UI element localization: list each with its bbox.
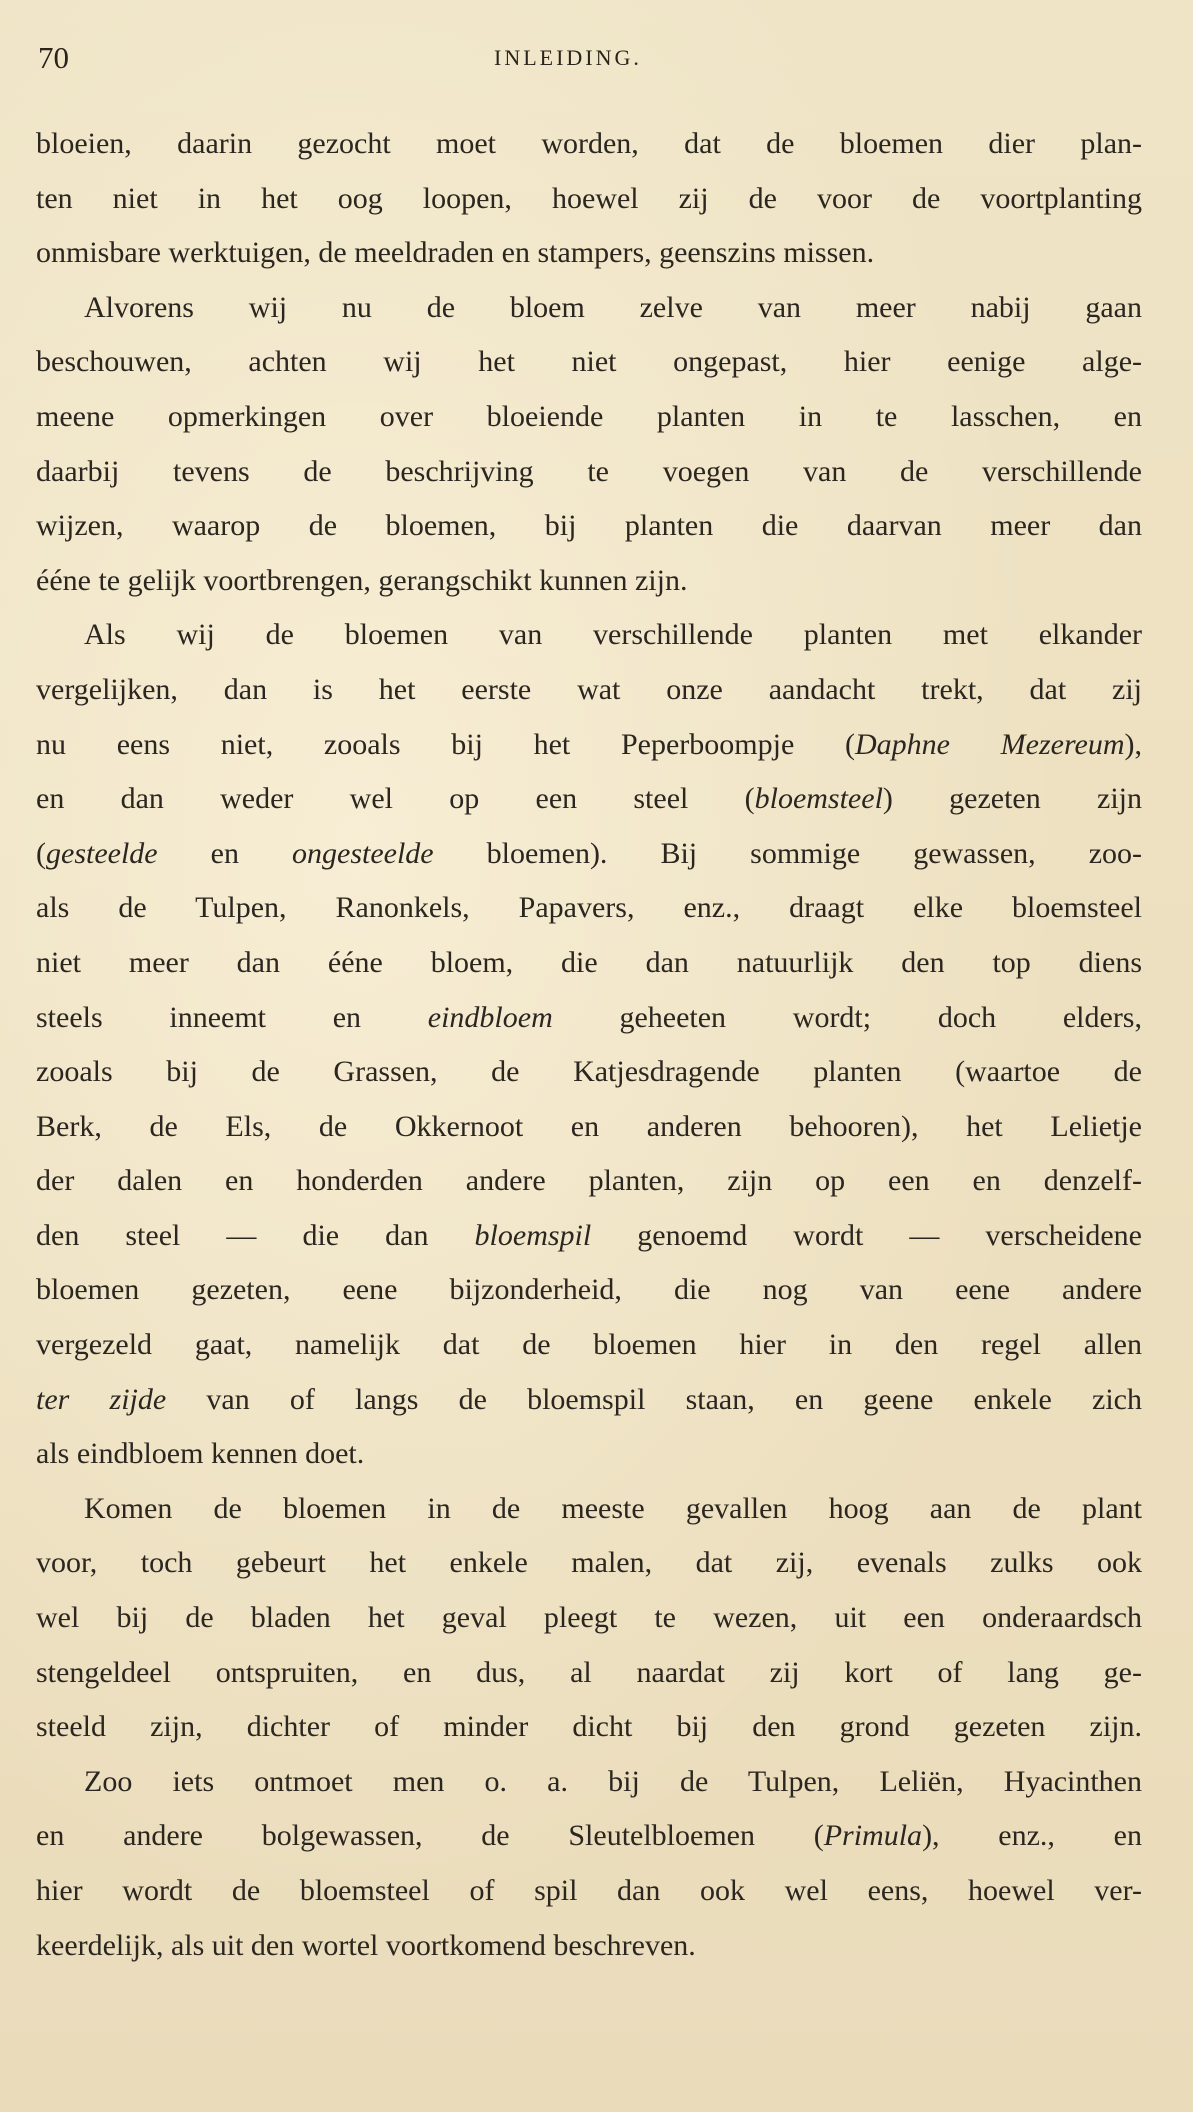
text-line: Als wij de bloemen van verschillende planten met elkander xyxy=(84,618,1142,652)
text-line: Berk, de Els, de Okkernoot en anderen behooren), het Lelietje xyxy=(36,1109,1142,1143)
text-line xyxy=(36,1209,1142,1264)
line-part: en xyxy=(157,836,292,870)
line-part: en andere bolgewassen, de Sleutelbloemen ( xyxy=(36,1819,824,1853)
line-part: ), enz., en xyxy=(922,1819,1142,1853)
text-line: meene opmerkingen over bloeiende planten in te lasschen, en xyxy=(36,399,1142,433)
text-line: onmisbare werktuigen, de meeldraden en stampers, geenszins missen. xyxy=(36,236,875,270)
text-line: vergelijken, dan is het eerste wat onze aandacht trekt, dat zij xyxy=(36,672,1142,706)
text-line: Zoo iets ontmoet men o. a. bij de Tulpen, Leliën, Hyacinthen xyxy=(84,1764,1142,1798)
text-line xyxy=(36,1373,1142,1428)
line-part: ( xyxy=(36,836,46,870)
text-line: daarbij tevens de beschrijving te voegen van de verschillende xyxy=(36,454,1142,488)
text-line: wel bij de bladen het geval pleegt te wezen, uit een onderaardsch xyxy=(36,1601,1142,1635)
text-line xyxy=(36,827,1142,882)
text-line: zooals bij de Grassen, de Katjesdragende planten (waartoe de xyxy=(36,1055,1142,1089)
term-emphasis: eindbloem xyxy=(427,1000,553,1034)
text-line: vergezeld gaat, namelijk dat de bloemen hier in den regel allen xyxy=(36,1328,1142,1362)
term-emphasis: gesteelde xyxy=(46,836,158,870)
text-line: ééne te gelijk voortbrengen, gerangschikt kunnen zijn. xyxy=(36,563,688,597)
line-part: ) gezeten zijn xyxy=(882,782,1142,816)
text-line: hier wordt de bloemsteel of spil dan ook wel eens, hoewel ver- xyxy=(36,1874,1142,1907)
term-emphasis: bloemsteel xyxy=(754,782,883,816)
body-text xyxy=(36,117,1142,1973)
latin-name: Daphne Mezereum xyxy=(854,727,1125,761)
text-line xyxy=(36,772,1142,827)
text-line: steeld zijn, dichter of minder dicht bij den grond gezeten zijn. xyxy=(36,1710,1142,1744)
text-line: Komen de bloemen in de meeste gevallen hoog aan de plant xyxy=(84,1491,1142,1525)
line-part: en dan weder wel op een steel ( xyxy=(36,782,755,816)
line-part: genoemd wordt — verscheidene xyxy=(591,1218,1142,1252)
text-line: bloeien, daarin gezocht moet worden, dat de bloemen dier plan- xyxy=(36,127,1142,160)
text-line: wijzen, waarop de bloemen, bij planten die daarvan meer dan xyxy=(36,509,1142,543)
text-line: voor, toch gebeurt het enkele malen, dat zij, evenals zulks ook xyxy=(36,1546,1142,1580)
line-part: van of langs de bloemspil staan, en geene enkele zich xyxy=(166,1382,1142,1416)
term-emphasis: ter zijde xyxy=(36,1382,167,1416)
line-part: bloemen). Bij sommige gewassen, zoo- xyxy=(433,836,1142,870)
text-line: Alvorens wij nu de bloem zelve van meer nabij gaan xyxy=(84,290,1142,324)
text-line xyxy=(36,991,1142,1046)
text-line: als de Tulpen, Ranonkels, Papavers, enz., draagt elke bloemsteel xyxy=(36,891,1142,925)
text-line: keerdelijk, als uit den wortel voortkomend beschreven. xyxy=(36,1928,696,1962)
text-line: beschouwen, achten wij het niet ongepast, hier eenige alge- xyxy=(36,345,1142,379)
line-part: geheeten wordt; doch elders, xyxy=(552,1000,1142,1034)
text-line xyxy=(36,718,1142,773)
line-part: ), xyxy=(1124,727,1142,761)
text-line: stengeldeel ontspruiten, en dus, al naardat zij kort of lang ge- xyxy=(36,1655,1142,1689)
term-emphasis: bloemspil xyxy=(474,1218,592,1252)
line-part: steels inneemt en xyxy=(36,1000,428,1034)
line-part: nu eens niet, zooals bij het Peperboompje ( xyxy=(36,727,855,761)
text-line: niet meer dan ééne bloem, die dan natuurlijk den top diens xyxy=(36,945,1142,979)
running-title: INLEIDING. xyxy=(494,45,642,70)
text-line: als eindbloem kennen doet. xyxy=(36,1437,365,1471)
text-line: der dalen en honderden andere planten, zijn op een en denzelf- xyxy=(36,1164,1142,1198)
term-emphasis: ongesteelde xyxy=(292,836,434,870)
text-line xyxy=(36,1809,1142,1864)
text-line: bloemen gezeten, eene bijzonderheid, die nog van eene andere xyxy=(36,1273,1142,1307)
line-part: den steel — die dan xyxy=(36,1218,475,1252)
running-head xyxy=(38,40,1138,80)
latin-name: Primula xyxy=(823,1819,923,1853)
page-number: 70 xyxy=(38,40,69,75)
text-line: ten niet in het oog loopen, hoewel zij de voor de voortplanting xyxy=(36,181,1142,215)
